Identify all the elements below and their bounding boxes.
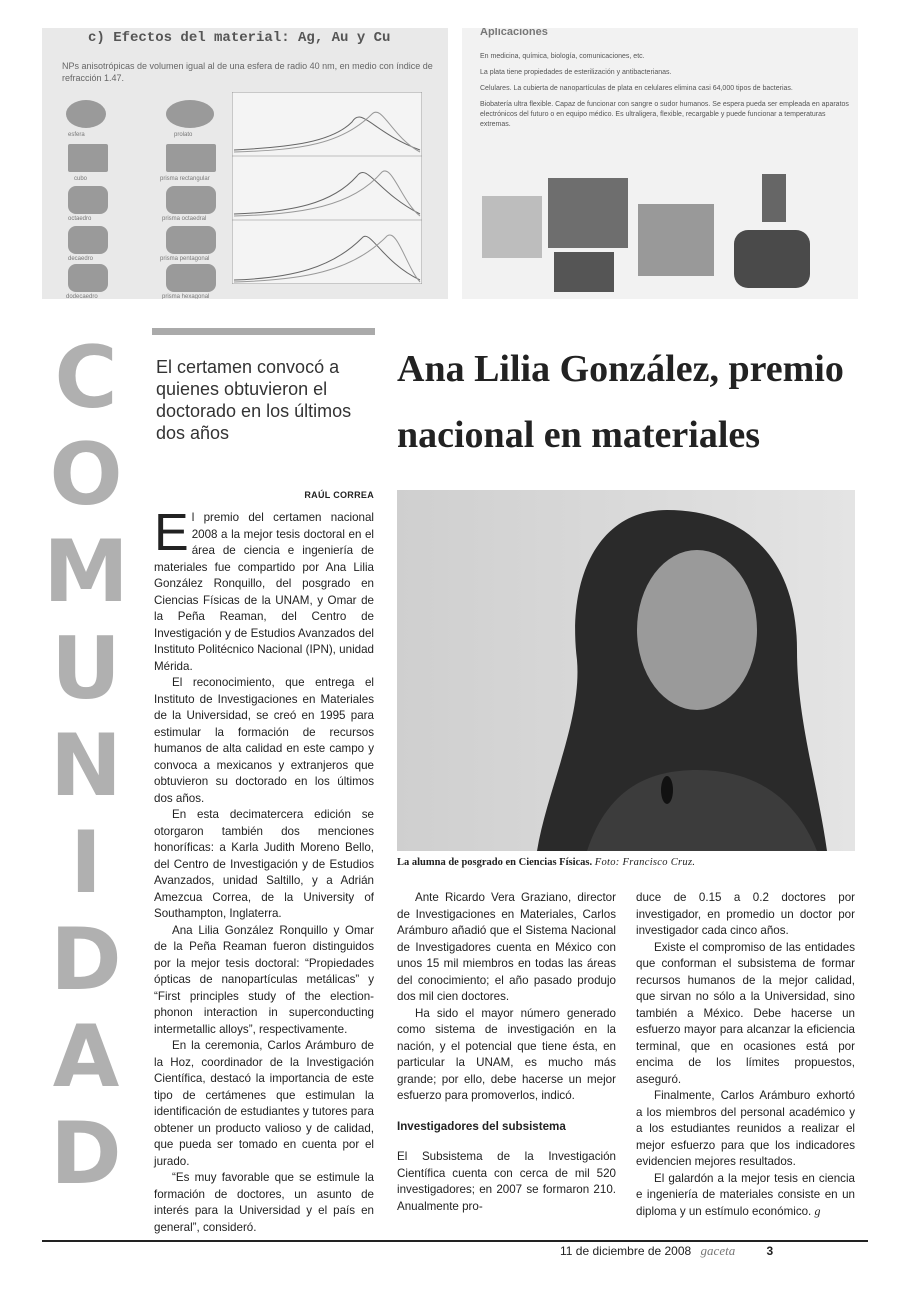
paragraph: Ha sido el mayor número generado como sistema de investigación en la nación, y el potencial que tiene ésta, en particular la UNAM, es mucho más grande; por ello, debe hacerse un mejor esfuerzo para promoverlos, indicó. [397, 1006, 616, 1102]
slide-photo-applications [462, 28, 858, 299]
slide-item: Biobatería ultra flexible. Capaz de funcionar con sangre o sudor humanos. Se espera pueda ser empleada en aparatos electrónicos del futuro o en equipo médico. Es ultraligera, flexible, recargable y puede funcionar a temperaturas extremas. [480, 101, 849, 128]
photo-credit: Foto: Francisco Cruz. [594, 857, 696, 868]
slide-text: NPs anisotrópicas de volumen igual al de una esfera de radio 40 nm, en medio con índice de refracción 1.47. [62, 61, 433, 83]
spectra-graph [232, 92, 422, 284]
shape-label: prisma hexagonal [162, 294, 210, 299]
slide-title: c) Efectos del material: Ag, Au y Cu [88, 30, 391, 46]
footer [560, 1243, 773, 1259]
slide-item: Celulares. La cubierta de nanopartículas de plata en celulares elimina casi 64,000 tipos de bacterias. [480, 85, 793, 92]
paragraph: En la ceremonia, Carlos Arámburo de la Hoz, coordinador de la Investigación Científica, destacó la importancia de este tipo de certámenes que estimulan la identificación de estudiantes y tutores para obtener un producto valioso y de calidad, que pueda ser tomado en cuenta por el jurado. [154, 1039, 374, 1168]
headline: Ana Lilia González, premio nacional en materiales [397, 348, 844, 456]
shape-dodecaedro [68, 264, 108, 292]
end-mark: g [814, 1203, 821, 1218]
shape-label: dodecaedro [66, 294, 98, 299]
shape-label: prisma octaedral [162, 216, 207, 222]
shape-label: esfera [68, 132, 85, 138]
subhead: El certamen convocó a quienes obtuvieron el doctorado en los últimos dos años [156, 357, 352, 443]
paragraph: Ante Ricardo Vera Graziano, director de Investigaciones en Materiales, Carlos Arámburo añadió que el Sistema Nacional de Investigadores cuenta en México con unos 15 mil miembros en todas las áreas del conocimiento; el año pasado produjo dos mil cien doctores. [397, 891, 616, 1003]
portrait-image [397, 490, 855, 851]
byline: RAÚL CORREA [304, 490, 374, 500]
cellphone-photo [734, 230, 810, 288]
paragraph: Ana Lilia González Ronquillo y Omar de la Peña Reaman fueron distinguidos por la mejor tesis doctoral: “Propiedades ópticas de nanopartículas metálicas” y “First principles study of the election-phonon interaction in superconducting intermetallic alloys”, respectivamente. [154, 923, 374, 1036]
shape-cubo [68, 144, 108, 172]
shape-octaedro [68, 186, 108, 214]
photo-caption [397, 857, 857, 868]
paragraph: El premio del certamen nacional 2008 a la mejor tesis doctoral en el área de ciencia e ingeniería de materiales fue compartido por Ana Lilia González Ronquillo, del posgrado en Ciencias Físicas de la UNAM, y Omar de la Peña Reaman, del Centro de Investigación y de Estudios Avanzados del Instituto Politécnico Nacional (IPN), unidad Mérida. [154, 504, 374, 673]
subhead-rule [152, 328, 375, 335]
issue-date: 11 de diciembre de 2008 [560, 1244, 692, 1258]
portrait-photo [397, 490, 855, 851]
shape-prisma-hex [166, 264, 216, 292]
gaceta-logo: gaceta [700, 1243, 736, 1258]
shape-label: octaedro [68, 216, 92, 222]
paragraph: El reconocimiento, que entrega el Instituto de Investigaciones en Materiales de la Universidad, se creó en 1995 para estimular la formación de recursos humanos de alta calidad en este campo y convoca a mexicanos y extranjeros que obtuvieron su doctorado en los últimos dos años. [154, 676, 374, 805]
diagram-image [482, 196, 542, 258]
page-number: 3 [766, 1244, 774, 1258]
shape-label: prisma pentagonal [160, 256, 210, 262]
building-photo [548, 178, 628, 248]
shape-label: prisma rectangular [160, 176, 210, 182]
shape-label: cubo [74, 176, 88, 182]
paragraph: El Subsistema de la Investigación Científica cuenta con cerca de mil 520 investigadores; en 2007 se formaron 210. Anualmente pro- [397, 1150, 616, 1213]
paragraph: duce de 0.15 a 0.2 doctores por investigador, en promedio un doctor por investigador cada cinco años. [636, 891, 855, 937]
slide-photo-materials [42, 28, 448, 299]
paragraph: Existe el compromiso de las entidades que conforman el subsistema de formar recursos humanos de la mejor calidad, que sirvan no sólo a la Universidad, sino también a México. Debe hacerse un esfuerzo mayor para alcanzar la eficiencia terminal, que en ocasiones está por encima de los límites propuestos, aseguró. [636, 940, 855, 1086]
footer-rule [42, 1240, 868, 1242]
paragraph: En esta decimatercera edición se otorgaron también dos menciones honoríficas: a Karla Judith Moreno Bello, del Centro de Investigación y de Estudios Avanzados, unidad Saltillo, y a Adrián Amezcua Correa, de la University of Southampton, Inglaterra. [154, 808, 374, 920]
nanoparticles-photo [638, 204, 714, 276]
slide-item: La plata tiene propiedades de esterilización y antibacterianas. [480, 69, 672, 76]
paragraph: El galardón a la mejor tesis en ciencia e ingeniería de materiales consiste en un diploma y un estímulo económico. g [636, 1171, 855, 1218]
article-column-2 [397, 890, 616, 1215]
shape-prolato [166, 100, 214, 128]
section-label-comunidad: C O M U N I D A D [43, 328, 129, 1204]
slide-title: Aplicaciones [480, 28, 548, 38]
shape-prisma-pent [166, 226, 216, 254]
paragraph: “Es muy favorable que se estimule la formación de doctores, un asunto de interés para la Universidad y el país en general”, consideró. [154, 1171, 374, 1234]
section-subtitle: Investigadores del subsistema [397, 1119, 566, 1133]
article-column-1 [154, 504, 374, 1236]
shape-esfera [66, 100, 106, 128]
article-column-3 [636, 890, 855, 1220]
shape-prisma-rect [166, 144, 216, 172]
shape-prisma-oct [166, 186, 216, 214]
shape-label: prolato [174, 132, 193, 138]
shape-decaedro [68, 226, 108, 254]
paragraph: Finalmente, Carlos Arámburo exhortó a los miembros del personal académico y a los estudiantes reunidos a realizar el mejor esfuerzo para que los indicadores evidencien mejores resultados. [636, 1089, 855, 1168]
battery-photo [554, 252, 614, 292]
shape-label: decaedro [68, 256, 94, 262]
slide-intro: En medicina, química, biología, comunicaciones, etc. [480, 53, 645, 60]
slide-text [480, 52, 850, 136]
nanoparticle-shapes [62, 96, 232, 299]
caption-text: La alumna de posgrado en Ciencias Físicas. [397, 857, 593, 868]
dropcap: E [154, 504, 189, 562]
bottle-photo [762, 174, 786, 222]
